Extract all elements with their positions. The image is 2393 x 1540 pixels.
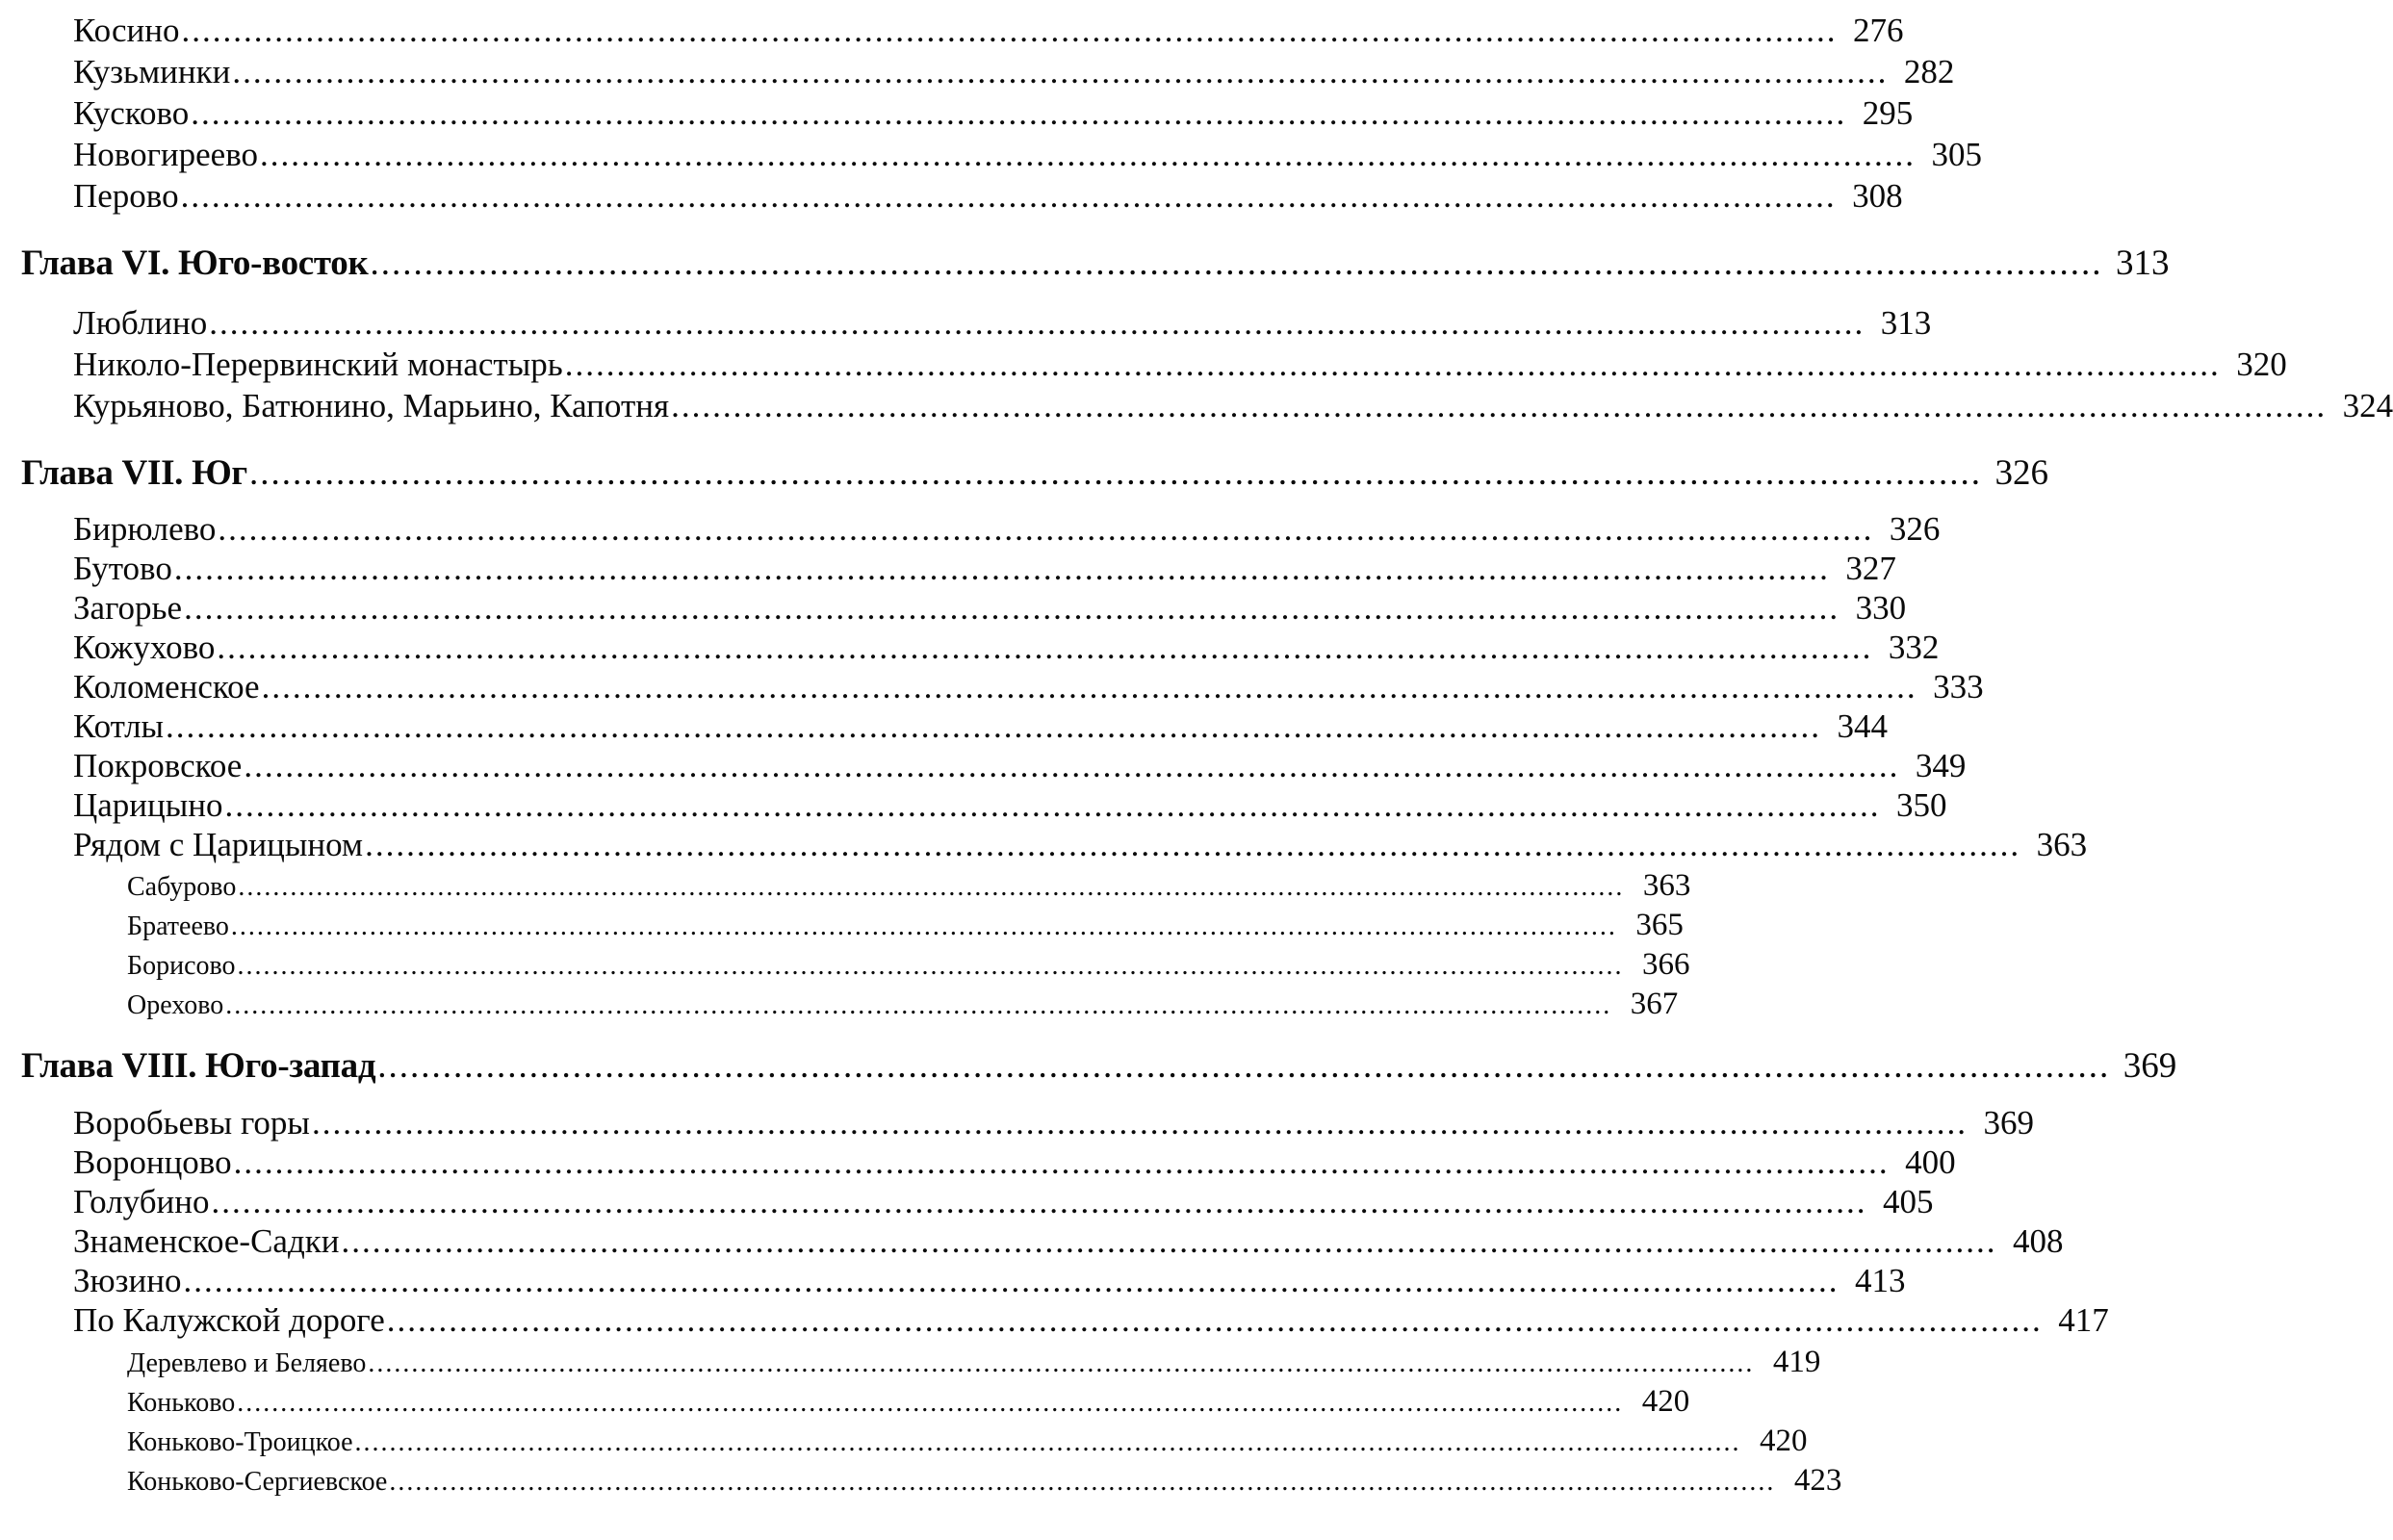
- toc-subentry-page: 367: [1630, 987, 1679, 1021]
- dot-leader: ................................................................................................................................................................: [173, 550, 1830, 587]
- toc-entry-page: 327: [1845, 550, 1896, 587]
- dot-leader: ................................................................................................................................................................: [232, 53, 1889, 90]
- toc-entry-page: 313: [1880, 304, 1932, 342]
- dot-leader: ................................................................................................................................................................: [211, 1183, 1867, 1220]
- toc-subentry-page: 423: [1793, 1463, 1842, 1498]
- toc-subentry: [127, 1384, 1690, 1419]
- toc-entry-page: 408: [2013, 1222, 2064, 1260]
- dot-leader: ................................................................................................................................................................: [237, 951, 1624, 981]
- toc-entry: [73, 1222, 2064, 1263]
- toc-entry-title: Знаменское-Садки: [73, 1222, 340, 1260]
- toc-entry: [73, 510, 1941, 551]
- chapter-page: 369: [2123, 1046, 2177, 1086]
- dot-leader: ................................................................................................................................................................: [244, 747, 1900, 784]
- toc-subentry: [127, 1345, 1821, 1379]
- dot-leader: ................................................................................................................................................................: [389, 1467, 1776, 1497]
- toc-entry-page: 330: [1855, 589, 1907, 627]
- toc-entry: [73, 12, 1904, 52]
- toc-entry: [73, 1104, 2034, 1144]
- dot-leader: ................................................................................................................................................................: [370, 244, 2103, 283]
- toc-entry: [73, 550, 1896, 590]
- toc-entry: [73, 589, 1907, 629]
- toc-entry-page: 400: [1905, 1143, 1956, 1181]
- dot-leader: ................................................................................................................................................................: [180, 177, 1837, 215]
- toc-subentry: [127, 868, 1691, 903]
- toc-entry-title: Рядом с Царицыном: [73, 826, 364, 863]
- chapter-title: Глава VIII. Юго-запад: [21, 1046, 376, 1086]
- toc-entry-page: 295: [1862, 94, 1914, 132]
- toc-subentry-title: Коньково-Троицкое: [127, 1427, 353, 1457]
- toc-entry-page: 320: [2236, 346, 2287, 383]
- toc-entry-title: Бирюлево: [73, 510, 217, 548]
- toc-entry-page: 282: [1903, 53, 1955, 90]
- toc-entry-title: Воронцово: [73, 1143, 232, 1181]
- toc-entry: [73, 136, 1983, 176]
- toc-subentry-page: 419: [1772, 1345, 1821, 1379]
- dot-leader: ................................................................................................................................................................: [365, 826, 2021, 863]
- toc-subentry-title: Братеево: [127, 911, 229, 941]
- toc-entry: [73, 1183, 1934, 1223]
- dot-leader: ................................................................................................................................................................: [260, 136, 1917, 173]
- toc-entry-title: Новогиреево: [73, 136, 259, 173]
- toc-entry-title: Кузьминки: [73, 53, 231, 90]
- toc-subentry-title: Деревлево и Беляево: [127, 1348, 367, 1378]
- toc-entry-page: 417: [2058, 1301, 2109, 1339]
- toc-entry-title: Курьяново, Батюнино, Марьино, Капотня: [73, 387, 670, 424]
- toc-entry: [73, 747, 1967, 787]
- dot-leader: ................................................................................................................................................................: [354, 1427, 1741, 1457]
- toc-entry-title: Перово: [73, 177, 179, 215]
- toc-entry-title: Люблино: [73, 304, 208, 342]
- dot-leader: ................................................................................................................................................................: [238, 872, 1625, 902]
- dot-leader: ................................................................................................................................................................: [671, 387, 2328, 424]
- dot-leader: ................................................................................................................................................................: [341, 1222, 1997, 1260]
- toc-entry-page: 405: [1882, 1183, 1934, 1220]
- toc-subentry-page: 366: [1642, 947, 1690, 982]
- toc-entry-page: 324: [2342, 387, 2393, 424]
- toc-entry-title: Косино: [73, 12, 180, 49]
- chapter-page: 313: [2116, 244, 2170, 283]
- dot-leader: ................................................................................................................................................................: [377, 1046, 2111, 1086]
- toc-entry-page: 344: [1837, 707, 1889, 745]
- chapter-title: Глава VI. Юго-восток: [21, 244, 369, 283]
- dot-leader: ................................................................................................................................................................: [183, 1262, 1840, 1299]
- dot-leader: ................................................................................................................................................................: [218, 510, 1874, 548]
- toc-subentry-title: Коньково-Сергиевское: [127, 1467, 388, 1497]
- dot-leader: ................................................................................................................................................................: [166, 707, 1822, 745]
- toc-entry-title: Воробьевы горы: [73, 1104, 310, 1142]
- toc-entry: [73, 786, 1947, 827]
- toc-entry: [73, 826, 2088, 866]
- toc-entry: [73, 707, 1889, 748]
- toc-entry-title: Коломенское: [73, 668, 260, 706]
- dot-leader: ................................................................................................................................................................: [224, 786, 1881, 824]
- toc-chapter-heading: [21, 243, 2170, 285]
- dot-leader: ................................................................................................................................................................: [368, 1348, 1755, 1378]
- toc-entry-page: 333: [1933, 668, 1984, 706]
- toc-entry-title: По Калужской дороге: [73, 1301, 385, 1339]
- toc-chapter-heading: [21, 452, 2048, 495]
- toc-entry-page: 363: [2036, 826, 2088, 863]
- dot-leader: ................................................................................................................................................................: [225, 990, 1612, 1020]
- toc-subentry-title: Коньково: [127, 1388, 236, 1418]
- dot-leader: ................................................................................................................................................................: [181, 12, 1838, 49]
- toc-entry-title: Николо-Перервинский монастырь: [73, 346, 563, 383]
- dot-leader: ................................................................................................................................................................: [217, 629, 1873, 666]
- toc-entry: [73, 53, 1955, 93]
- toc-entry-title: Загорье: [73, 589, 183, 627]
- dot-leader: ................................................................................................................................................................: [564, 346, 2221, 383]
- dot-leader: ................................................................................................................................................................: [191, 94, 1847, 132]
- dot-leader: ................................................................................................................................................................: [311, 1104, 1968, 1142]
- toc-subentry: [127, 908, 1684, 942]
- toc-entry-page: 413: [1854, 1262, 1906, 1299]
- toc-subentry-title: Орехово: [127, 990, 224, 1020]
- chapter-page: 326: [1994, 453, 2048, 493]
- toc-entry: [73, 668, 1984, 708]
- dot-leader: ................................................................................................................................................................: [209, 304, 1866, 342]
- dot-leader: ................................................................................................................................................................: [230, 911, 1617, 941]
- toc-entry-title: Котлы: [73, 707, 165, 745]
- chapter-title: Глава VII. Юг: [21, 453, 247, 493]
- toc-entry: [73, 1262, 1906, 1302]
- toc-entry: [73, 387, 2393, 427]
- dot-leader: ................................................................................................................................................................: [261, 668, 1917, 706]
- toc-subentry: [127, 1424, 1808, 1458]
- toc-entry: [73, 1143, 1956, 1184]
- toc-subentry-page: 420: [1641, 1384, 1690, 1419]
- dot-leader: ................................................................................................................................................................: [233, 1143, 1890, 1181]
- toc-subentry: [127, 987, 1679, 1021]
- toc-entry-title: Бутово: [73, 550, 172, 587]
- toc-subentry: [127, 947, 1690, 982]
- toc-entry-page: 349: [1915, 747, 1967, 784]
- dot-leader: ................................................................................................................................................................: [386, 1301, 2043, 1339]
- toc-entry-title: Зюзино: [73, 1262, 182, 1299]
- dot-leader: ................................................................................................................................................................: [237, 1388, 1624, 1418]
- toc-entry: [73, 94, 1914, 135]
- toc-entry: [73, 1301, 2109, 1342]
- toc-chapter-heading: [21, 1045, 2177, 1088]
- toc-entry: [73, 304, 1932, 345]
- toc-entry-page: 332: [1888, 629, 1940, 666]
- toc-entry-title: Голубино: [73, 1183, 210, 1220]
- toc-entry-title: Покровское: [73, 747, 243, 784]
- toc-entry-title: Царицыно: [73, 786, 223, 824]
- toc-entry-page: 276: [1852, 12, 1904, 49]
- toc-subentry: [127, 1463, 1842, 1498]
- toc-subentry-title: Борисово: [127, 951, 236, 981]
- toc-entry-title: Кожухово: [73, 629, 216, 666]
- toc-entry: [73, 629, 1940, 669]
- toc-entry-page: 350: [1896, 786, 1947, 824]
- dot-leader: ................................................................................................................................................................: [248, 453, 1982, 493]
- toc-subentry-page: 365: [1635, 908, 1684, 942]
- toc-entry: [73, 346, 2287, 386]
- toc-entry: [73, 177, 1903, 218]
- toc-entry-page: 369: [1983, 1104, 2034, 1142]
- toc-entry-page: 326: [1889, 510, 1941, 548]
- toc-subentry-page: 363: [1642, 868, 1691, 903]
- toc-entry-title: Кусково: [73, 94, 190, 132]
- toc-entry-page: 305: [1931, 136, 1983, 173]
- toc-entry-page: 308: [1852, 177, 1903, 215]
- toc-subentry-page: 420: [1760, 1424, 1808, 1458]
- toc-subentry-title: Сабурово: [127, 872, 237, 902]
- dot-leader: ................................................................................................................................................................: [184, 589, 1840, 627]
